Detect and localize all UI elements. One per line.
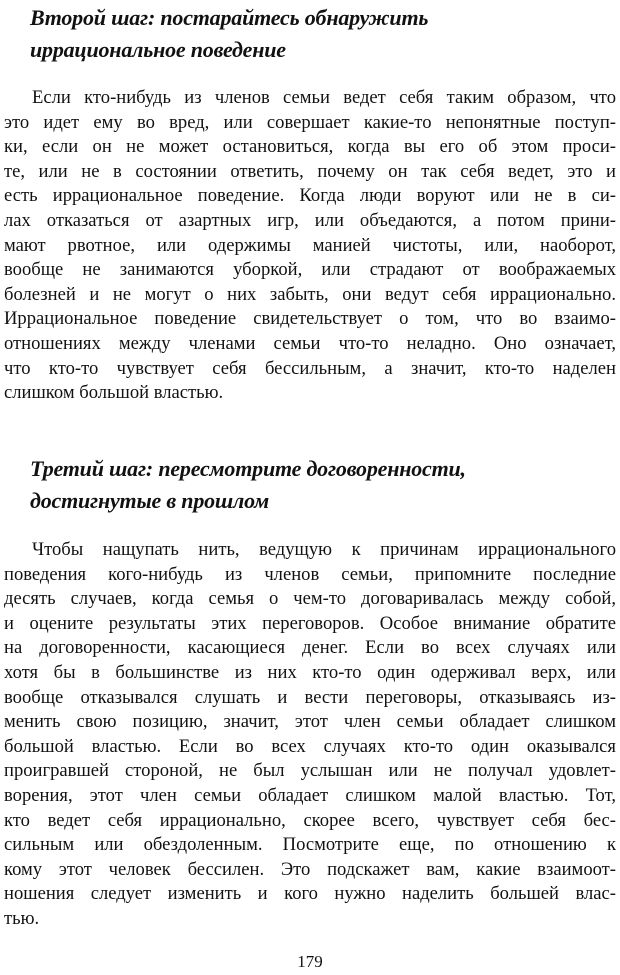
text-line: тью. xyxy=(4,907,40,929)
text-line: есть иррациональное поведение. Когда люди воруют или не в си- xyxy=(4,185,616,207)
text-line: Если кто-нибудь из членов семьи ведет себя таким образом, что xyxy=(32,87,616,108)
section-heading-step-2 xyxy=(30,2,610,66)
text-line: что кто-то чувствует себя бессильным, а значит, кто-то наделен xyxy=(4,357,616,379)
text-line: вообще отказывался слушать и вести переговоры, отказываясь из- xyxy=(4,686,616,708)
text-line: поведения кого-нибудь из членов семьи, припомните последние xyxy=(4,563,616,585)
text-line: вообще не занимаются уборкой, или страдают от воображаемых xyxy=(4,259,616,281)
text-line: хотя бы в большинстве из них кто-то один одерживал верх, или xyxy=(4,661,616,683)
text-line: Чтобы нащупать нить, ведущую к причинам иррационального xyxy=(32,539,616,560)
text-line: ворения, этот член семьи обладает слишком малой властью. Тот, xyxy=(4,784,616,806)
text-line: слишком большой властью. xyxy=(4,382,224,404)
text-line: Иррациональное поведение свидетельствует о том, что во взаимо- xyxy=(4,308,616,330)
paragraph-step-3 xyxy=(4,538,616,932)
text-line: кто ведет себя иррационально, скорее всего, чувствует себя бес- xyxy=(4,809,616,831)
heading-line: достигнутые в прошлом xyxy=(30,488,269,513)
text-line: ки, если он не может остановиться, когда вы его об этом проси- xyxy=(4,136,616,158)
text-line: проигравшей стороной, не был услышан или не получал удовлет- xyxy=(4,760,616,782)
heading-line: Третий шаг: пересмотрите договоренности, xyxy=(30,456,466,481)
text-line: те, или не в состоянии ответить, почему он так себя ведет, это и xyxy=(4,160,616,182)
text-line: мают рвотное, или одержимы манией чистоты, или, наоборот, xyxy=(4,234,616,256)
text-line: болезней и не могут о них забыть, они ведут себя иррационально. xyxy=(4,283,616,305)
text-line: и оцените результаты этих переговоров. Особое внимание обратите xyxy=(4,612,616,634)
text-line: десять случаев, когда семья о чем-то договаривалась между собой, xyxy=(4,588,616,610)
text-line: сильным или обездоленным. Посмотрите еще, по отношению к xyxy=(4,834,616,856)
paragraph-step-2 xyxy=(4,86,616,406)
text-line: отношениях между членами семьи что-то неладно. Оно означает, xyxy=(4,332,616,354)
heading-line: иррациональное поведение xyxy=(30,37,286,62)
text-line: ношения следует изменить и кого нужно наделить большей влас- xyxy=(4,883,616,905)
text-line: большой властью. Если во всех случаях кто-то один оказывался xyxy=(4,735,616,757)
heading-line: Второй шаг: постарайтесь обнаружить xyxy=(30,5,429,30)
page-number: 179 xyxy=(297,952,323,971)
text-line: лах отказаться от азартных игр, или объедаются, а потом прини- xyxy=(4,209,616,231)
text-line: это идет ему во вред, или совершает какие-то непонятные поступ- xyxy=(4,111,616,133)
text-line: менить свою позицию, значит, этот член семьи обладает слишком xyxy=(4,711,616,733)
text-line: кому этот человек бессилен. Это подскажет вам, какие взаимоот- xyxy=(4,858,616,880)
section-heading-step-3 xyxy=(30,453,610,517)
text-line: на договоренности, касающиеся денег. Если во всех случаях или xyxy=(4,637,616,659)
